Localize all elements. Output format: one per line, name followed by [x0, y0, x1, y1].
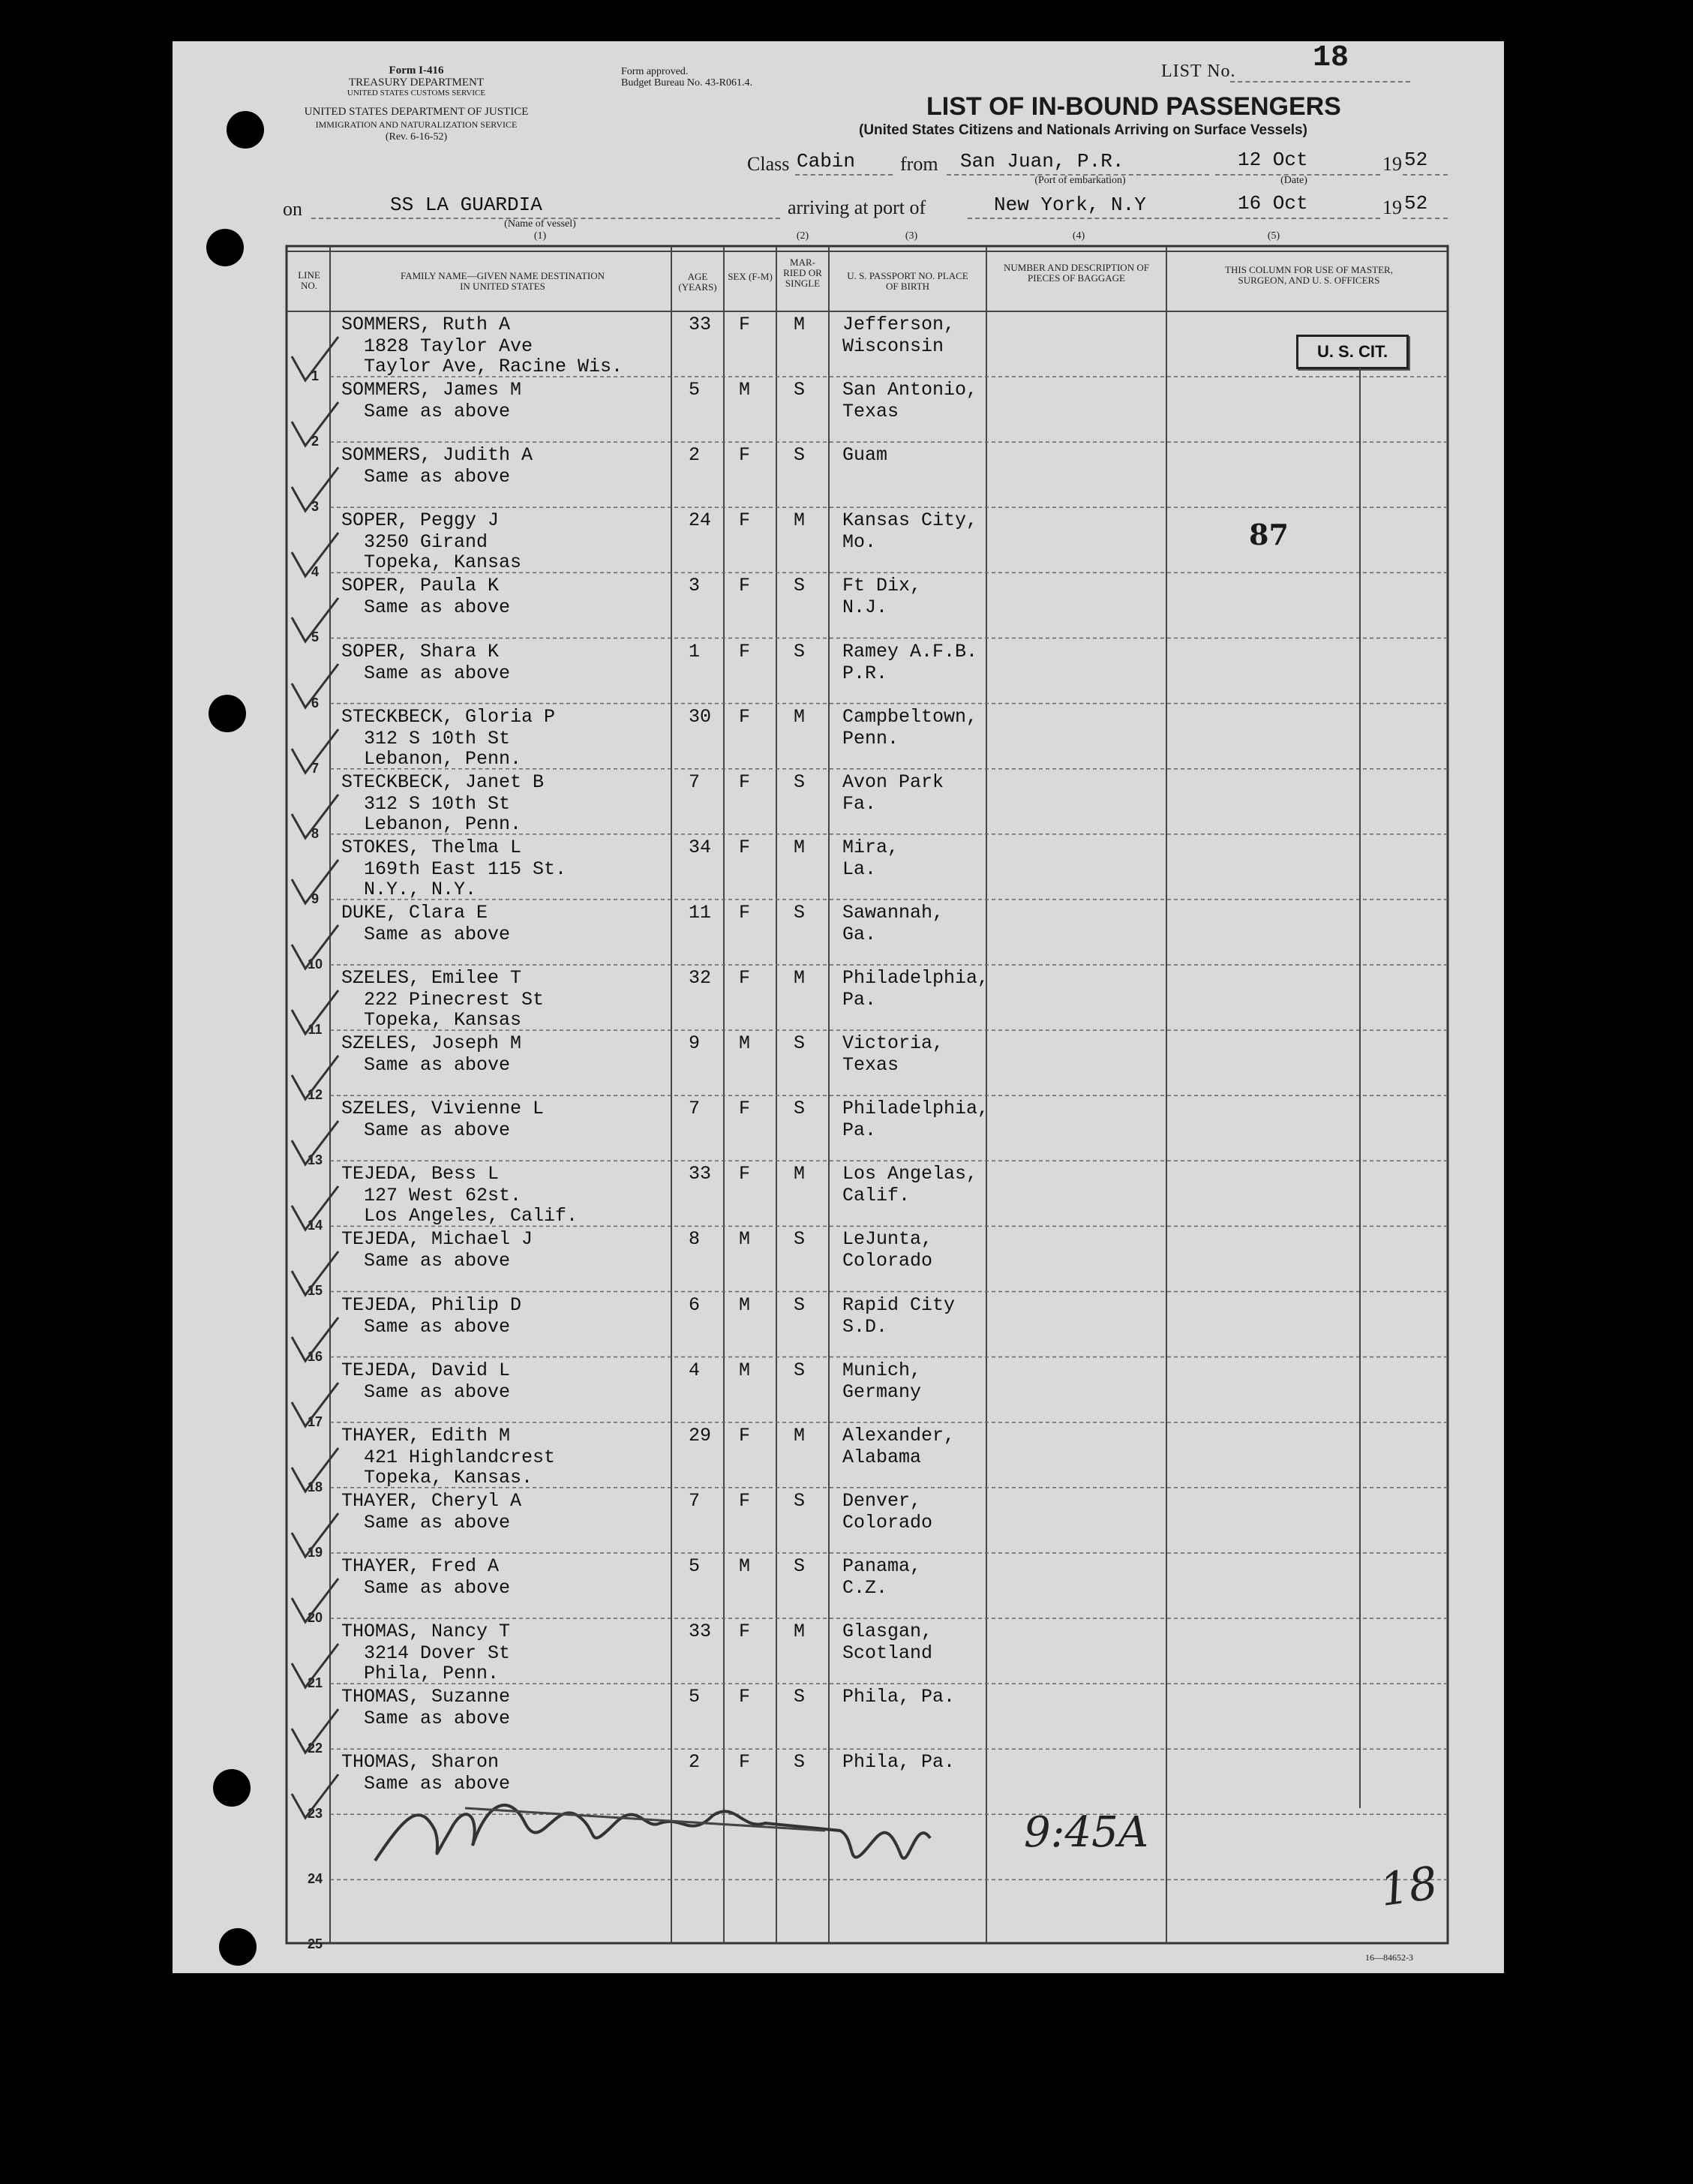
vessel-caption: (Name of vessel): [504, 218, 576, 230]
marital-status: S: [794, 771, 806, 793]
passenger-address-1: Same as above: [364, 466, 511, 488]
birth-place-1: Kansas City,: [842, 509, 978, 532]
passenger-sex: F: [739, 444, 751, 467]
birth-place-2: Texas: [842, 1054, 899, 1077]
birth-place-1: Ramey A.F.B.: [842, 640, 978, 662]
passenger-address-2: Phila, Penn.: [364, 1663, 500, 1684]
line-number: 24: [307, 1871, 323, 1887]
marital-status: S: [794, 1555, 806, 1577]
marital-status: M: [794, 1621, 806, 1642]
passenger-age: 32: [689, 967, 712, 989]
passenger-address-2: Topeka, Kansas: [364, 1009, 522, 1031]
passenger-name: DUKE, Clara E: [341, 901, 488, 924]
line-number: 5: [311, 629, 319, 645]
birth-place-2: Pa.: [842, 1119, 877, 1142]
passenger-sex: M: [739, 1293, 751, 1316]
line-number: 4: [311, 564, 319, 580]
form-number: Form I-416: [389, 65, 444, 77]
birth-place-2: Alabama: [842, 1446, 922, 1468]
passenger-age: 30: [689, 705, 712, 728]
passenger-name: THOMAS, Suzanne: [341, 1686, 511, 1708]
depart-year: 52: [1404, 149, 1428, 171]
line-number: 16: [307, 1348, 323, 1364]
table-row: [0, 769, 1693, 841]
marital-status: M: [794, 1163, 806, 1185]
table-row: [0, 377, 1693, 449]
passenger-age: 7: [689, 771, 701, 793]
count-note: 87: [1249, 518, 1289, 551]
on-label: on: [283, 198, 302, 220]
birth-place-1: Ft Dix,: [842, 575, 922, 597]
passenger-name: SZELES, Vivienne L: [341, 1098, 545, 1120]
line-number: 8: [311, 825, 319, 841]
table-row: [0, 1030, 1693, 1103]
birth-place-2: Calif.: [842, 1185, 911, 1207]
passenger-sex: F: [739, 575, 751, 597]
year-prefix: 19: [1382, 153, 1402, 175]
birth-place-2: Colorado: [842, 1250, 933, 1272]
table-row: [0, 1488, 1693, 1560]
birth-place-2: P.R.: [842, 662, 888, 684]
birth-place-2: Texas: [842, 401, 899, 423]
passenger-address-1: 169th East 115 St.: [364, 858, 567, 880]
passenger-sex: F: [739, 314, 751, 335]
passenger-name: SOPER, Paula K: [341, 575, 500, 597]
table-row: [0, 834, 1693, 906]
line-number: 17: [307, 1413, 323, 1429]
marital-status: S: [794, 575, 806, 597]
passenger-address-1: Same as above: [364, 1511, 511, 1534]
passenger-sex: F: [739, 640, 751, 662]
passenger-name: THAYER, Cheryl A: [341, 1489, 522, 1512]
passenger-address-1: Same as above: [364, 923, 511, 945]
passenger-age: 9: [689, 1032, 701, 1055]
birth-place-1: Los Angelas,: [842, 1163, 978, 1185]
passenger-age: 1: [689, 640, 701, 662]
table-row: [0, 311, 1693, 383]
passenger-address-1: 312 S 10th St: [364, 792, 511, 815]
passenger-address-1: 127 West 62st.: [364, 1185, 522, 1207]
passenger-name: TEJEDA, Michael J: [341, 1228, 533, 1251]
col-number-5: (5): [1267, 230, 1280, 242]
birth-place-1: Denver,: [842, 1489, 922, 1512]
ins-service: IMMIGRATION AND NATURALIZATION SERVICE: [315, 119, 518, 130]
birth-place-2: Pa.: [842, 989, 877, 1011]
header-baggage: NUMBER AND DESCRIPTION OF PIECES OF BAGGAGE: [1004, 262, 1149, 284]
birth-place-2: La.: [842, 858, 877, 880]
marital-status: M: [794, 967, 806, 989]
table-row: [0, 1226, 1693, 1299]
passenger-age: 33: [689, 1163, 712, 1185]
line-number: 10: [307, 956, 323, 972]
passenger-name: SZELES, Emilee T: [341, 967, 522, 989]
birth-place-1: Sawannah,: [842, 901, 944, 924]
birth-place-1: Avon Park: [842, 771, 944, 793]
line-number: 14: [307, 1218, 323, 1233]
treasury-dept: TREASURY DEPARTMENT: [348, 77, 485, 89]
birth-place-1: San Antonio,: [842, 379, 978, 401]
passenger-name: TEJEDA, Philip D: [341, 1293, 522, 1316]
marital-status: S: [794, 1032, 806, 1055]
table-row: [0, 1422, 1693, 1495]
passenger-name: SOPER, Peggy J: [341, 509, 500, 532]
form-subtitle: (United States Citizens and Nationals Arriving on Surface Vessels): [859, 122, 1307, 138]
class-label: Class: [747, 153, 790, 175]
arrival-port: New York, N.Y: [994, 194, 1146, 216]
marital-status: M: [794, 1424, 806, 1446]
passenger-age: 7: [689, 1489, 701, 1512]
passenger-address-2: Lebanon, Penn.: [364, 747, 522, 770]
passenger-age: 33: [689, 1621, 712, 1642]
marital-status: S: [794, 444, 806, 467]
passenger-sex: F: [739, 509, 751, 532]
passenger-name: THOMAS, Nancy T: [341, 1621, 511, 1642]
birth-place-2: Germany: [842, 1380, 922, 1403]
table-row: [0, 900, 1693, 972]
passenger-age: 24: [689, 509, 712, 532]
passenger-address-1: 1828 Taylor Ave: [364, 335, 533, 357]
col-number-2: (2): [796, 230, 809, 242]
passenger-sex: F: [739, 1621, 751, 1642]
marital-status: S: [794, 901, 806, 924]
arrival-date: 16 Oct: [1238, 192, 1308, 215]
birth-place-1: Philadelphia,: [842, 1098, 989, 1120]
header-name: FAMILY NAME—GIVEN NAME DESTINATION IN UNITED STATES: [400, 270, 605, 292]
handwritten-signature: [360, 1771, 975, 1891]
line-number: 2: [311, 434, 319, 449]
line-number: 18: [307, 1479, 323, 1495]
line-number: 1: [311, 368, 319, 383]
header-line-no: LINE NO.: [298, 269, 320, 291]
birth-place-2: Wisconsin: [842, 335, 944, 357]
passenger-address-1: Same as above: [364, 662, 511, 684]
passenger-address-1: 222 Pinecrest St: [364, 989, 545, 1011]
passenger-sex: F: [739, 1424, 751, 1446]
passenger-age: 3: [689, 575, 701, 597]
from-value: San Juan, P.R.: [960, 150, 1124, 173]
passenger-age: 6: [689, 1293, 701, 1316]
passenger-address-1: Same as above: [364, 596, 511, 619]
passenger-sex: F: [739, 1489, 751, 1512]
marital-status: S: [794, 1228, 806, 1251]
passenger-age: 34: [689, 836, 712, 858]
line-number: 7: [311, 760, 319, 776]
line-number: 12: [307, 1087, 323, 1103]
form-approved: Form approved.: [621, 66, 689, 77]
marital-status: M: [794, 705, 806, 728]
table-row: [0, 1292, 1693, 1364]
birth-place-1: LeJunta,: [842, 1228, 933, 1251]
birth-place-1: Philadelphia,: [842, 967, 989, 989]
line-number: 21: [307, 1675, 323, 1690]
birth-place-2: S.D.: [842, 1315, 888, 1338]
header-officers: THIS COLUMN FOR USE OF MASTER, SURGEON, AND U. S. OFFICERS: [1225, 264, 1393, 286]
passenger-address-1: Same as above: [364, 401, 511, 423]
officer-vertical-line: [1359, 368, 1361, 1808]
margin-mark: 18: [1376, 1857, 1441, 1917]
birth-place-1: Jefferson,: [842, 314, 956, 335]
passenger-address-2: Lebanon, Penn.: [364, 813, 522, 835]
passenger-age: 7: [689, 1098, 701, 1120]
passenger-name: THAYER, Fred A: [341, 1555, 500, 1577]
passenger-sex: M: [739, 379, 751, 401]
line-number: 22: [307, 1741, 323, 1756]
passenger-age: 4: [689, 1359, 701, 1381]
birth-place-1: Rapid City: [842, 1293, 956, 1316]
passenger-sex: F: [739, 1751, 751, 1774]
birth-place-2: Colorado: [842, 1511, 933, 1534]
birth-place-1: Mira,: [842, 836, 899, 858]
passenger-sex: F: [739, 771, 751, 793]
marital-status: S: [794, 1751, 806, 1774]
list-no-label: LIST No.: [1161, 62, 1236, 81]
passenger-address-1: 421 Highlandcrest: [364, 1446, 556, 1468]
birth-place-2: Penn.: [842, 727, 899, 750]
passenger-name: SZELES, Joseph M: [341, 1032, 522, 1055]
passenger-sex: F: [739, 1098, 751, 1120]
passenger-age: 8: [689, 1228, 701, 1251]
passenger-name: SOMMERS, Ruth A: [341, 314, 511, 335]
arrival-year: 52: [1404, 192, 1428, 215]
birth-place-2: Scotland: [842, 1642, 933, 1664]
passenger-age: 2: [689, 1751, 701, 1774]
line-number: 13: [307, 1152, 323, 1168]
marital-status: S: [794, 1489, 806, 1512]
col-number-1: (1): [533, 230, 547, 242]
passenger-age: 29: [689, 1424, 712, 1446]
line-number: 23: [307, 1806, 323, 1822]
from-label: from: [900, 153, 938, 175]
passenger-sex: M: [739, 1359, 751, 1381]
birth-place-1: Guam: [842, 444, 888, 467]
passenger-address-2: N.Y., N.Y.: [364, 878, 477, 900]
passenger-address-1: 3250 Girand: [364, 531, 488, 554]
passenger-address-1: Same as above: [364, 1054, 511, 1077]
table-row: [0, 965, 1693, 1037]
passenger-address-2: Topeka, Kansas.: [364, 1466, 533, 1489]
table-row: [0, 1618, 1693, 1690]
birth-place-2: N.J.: [842, 596, 888, 619]
line-number: 9: [311, 891, 319, 906]
passenger-address-2: Taylor Ave, Racine Wis.: [364, 356, 623, 377]
customs-service: UNITED STATES CUSTOMS SERVICE: [347, 89, 486, 98]
table-row: [0, 1095, 1693, 1168]
passenger-sex: F: [739, 1686, 751, 1708]
depart-date: 12 Oct: [1238, 149, 1308, 171]
birth-place-2: Fa.: [842, 792, 877, 815]
vessel-name: SS LA GUARDIA: [390, 194, 542, 216]
passenger-age: 5: [689, 379, 701, 401]
date-caption: (Date): [1280, 175, 1307, 186]
table-row: [0, 572, 1693, 645]
marital-status: S: [794, 1359, 806, 1381]
class-value: Cabin: [797, 150, 856, 173]
passenger-name: SOMMERS, Judith A: [341, 444, 533, 467]
marital-status: S: [794, 1686, 806, 1708]
passenger-address-1: 3214 Dover St: [364, 1642, 511, 1664]
table-row: [0, 1553, 1693, 1625]
passenger-name: STECKBECK, Janet B: [341, 771, 545, 793]
list-number: 18: [1313, 41, 1349, 75]
birth-place-1: Phila, Pa.: [842, 1751, 956, 1774]
passenger-address-1: Same as above: [364, 1380, 511, 1403]
passenger-name: STECKBECK, Gloria P: [341, 705, 556, 728]
arriving-label: arriving at port of: [788, 197, 926, 218]
passenger-address-1: Same as above: [364, 1315, 511, 1338]
line-number: 11: [308, 1022, 323, 1037]
birth-place-1: Campbeltown,: [842, 705, 978, 728]
passenger-name: SOMMERS, James M: [341, 379, 522, 401]
passenger-address-1: 312 S 10th St: [364, 727, 511, 750]
budget-bureau: Budget Bureau No. 43-R061.4.: [621, 77, 752, 89]
footer-code: 16—84652-3: [1365, 1952, 1413, 1963]
passenger-name: TEJEDA, David L: [341, 1359, 511, 1381]
arrival-time-annotation: 9:45A: [1024, 1808, 1149, 1857]
form-revision: (Rev. 6-16-52): [385, 131, 448, 143]
line-number: 3: [311, 499, 319, 515]
col-number-4: (4): [1072, 230, 1085, 242]
line-number: 6: [311, 695, 319, 710]
marital-status: S: [794, 379, 806, 401]
marital-status: S: [794, 1098, 806, 1120]
table-row: [0, 1684, 1693, 1756]
birth-place-2: Ga.: [842, 923, 877, 945]
header-sex: SEX (F-M): [728, 271, 773, 282]
passenger-age: 11: [689, 901, 712, 924]
passenger-name: TEJEDA, Bess L: [341, 1163, 500, 1185]
marital-status: M: [794, 509, 806, 532]
table-row: [0, 1357, 1693, 1429]
header-age: AGE (YEARS): [678, 271, 717, 293]
line-number: 19: [307, 1544, 323, 1560]
marital-status: S: [794, 640, 806, 662]
birth-place-2: Mo.: [842, 531, 877, 554]
passenger-name: SOPER, Shara K: [341, 640, 500, 662]
passenger-age: 33: [689, 314, 712, 335]
passenger-age: 5: [689, 1555, 701, 1577]
passenger-address-1: Same as above: [364, 1119, 511, 1142]
passenger-address-2: Los Angeles, Calif.: [364, 1205, 578, 1227]
table-row: [0, 442, 1693, 515]
passenger-sex: M: [739, 1228, 751, 1251]
table-row: [0, 638, 1693, 710]
line-number: 15: [307, 1283, 323, 1299]
passenger-sex: F: [739, 1163, 751, 1185]
marital-status: M: [794, 314, 806, 335]
passenger-age: 2: [689, 444, 701, 467]
passenger-address-1: Same as above: [364, 1576, 511, 1599]
birth-place-1: Victoria,: [842, 1032, 944, 1055]
passenger-sex: M: [739, 1032, 751, 1055]
passenger-address-2: Topeka, Kansas: [364, 551, 522, 574]
port-embark-caption: (Port of embarkation): [1034, 175, 1126, 186]
birth-place-1: Panama,: [842, 1555, 922, 1577]
table-row: [0, 1161, 1693, 1233]
passenger-name: THAYER, Edith M: [341, 1424, 511, 1446]
passenger-sex: F: [739, 705, 751, 728]
passenger-address-1: Same as above: [364, 1250, 511, 1272]
passenger-address-1: Same as above: [364, 1773, 511, 1795]
passenger-sex: F: [739, 836, 751, 858]
passenger-sex: F: [739, 901, 751, 924]
birth-place-1: Phila, Pa.: [842, 1686, 956, 1708]
line-number: 20: [307, 1609, 323, 1625]
passenger-age: 5: [689, 1686, 701, 1708]
header-passport: U. S. PASSPORT NO. PLACE OF BIRTH: [847, 270, 968, 292]
justice-dept: UNITED STATES DEPARTMENT OF JUSTICE: [304, 106, 529, 118]
passenger-sex: F: [739, 967, 751, 989]
us-citizen-stamp: U. S. CIT.: [1296, 335, 1409, 369]
birth-place-2: C.Z.: [842, 1576, 888, 1599]
line-number: 25: [307, 1936, 323, 1952]
marital-status: M: [794, 836, 806, 858]
table-row: [0, 704, 1693, 776]
birth-place-1: Glasgan,: [842, 1621, 933, 1642]
passenger-address-1: Same as above: [364, 1708, 511, 1730]
year-prefix-2: 19: [1382, 197, 1402, 218]
passenger-sex: M: [739, 1555, 751, 1577]
birth-place-1: Alexander,: [842, 1424, 956, 1446]
passenger-name: THOMAS, Sharon: [341, 1751, 500, 1774]
table-row: [0, 507, 1693, 580]
form-title: LIST OF IN-BOUND PASSENGERS: [926, 92, 1341, 121]
birth-place-1: Munich,: [842, 1359, 922, 1381]
marital-status: S: [794, 1293, 806, 1316]
col-number-3: (3): [905, 230, 918, 242]
passenger-name: STOKES, Thelma L: [341, 836, 522, 858]
header-married: MAR-RIED OR SINGLE: [783, 257, 822, 289]
